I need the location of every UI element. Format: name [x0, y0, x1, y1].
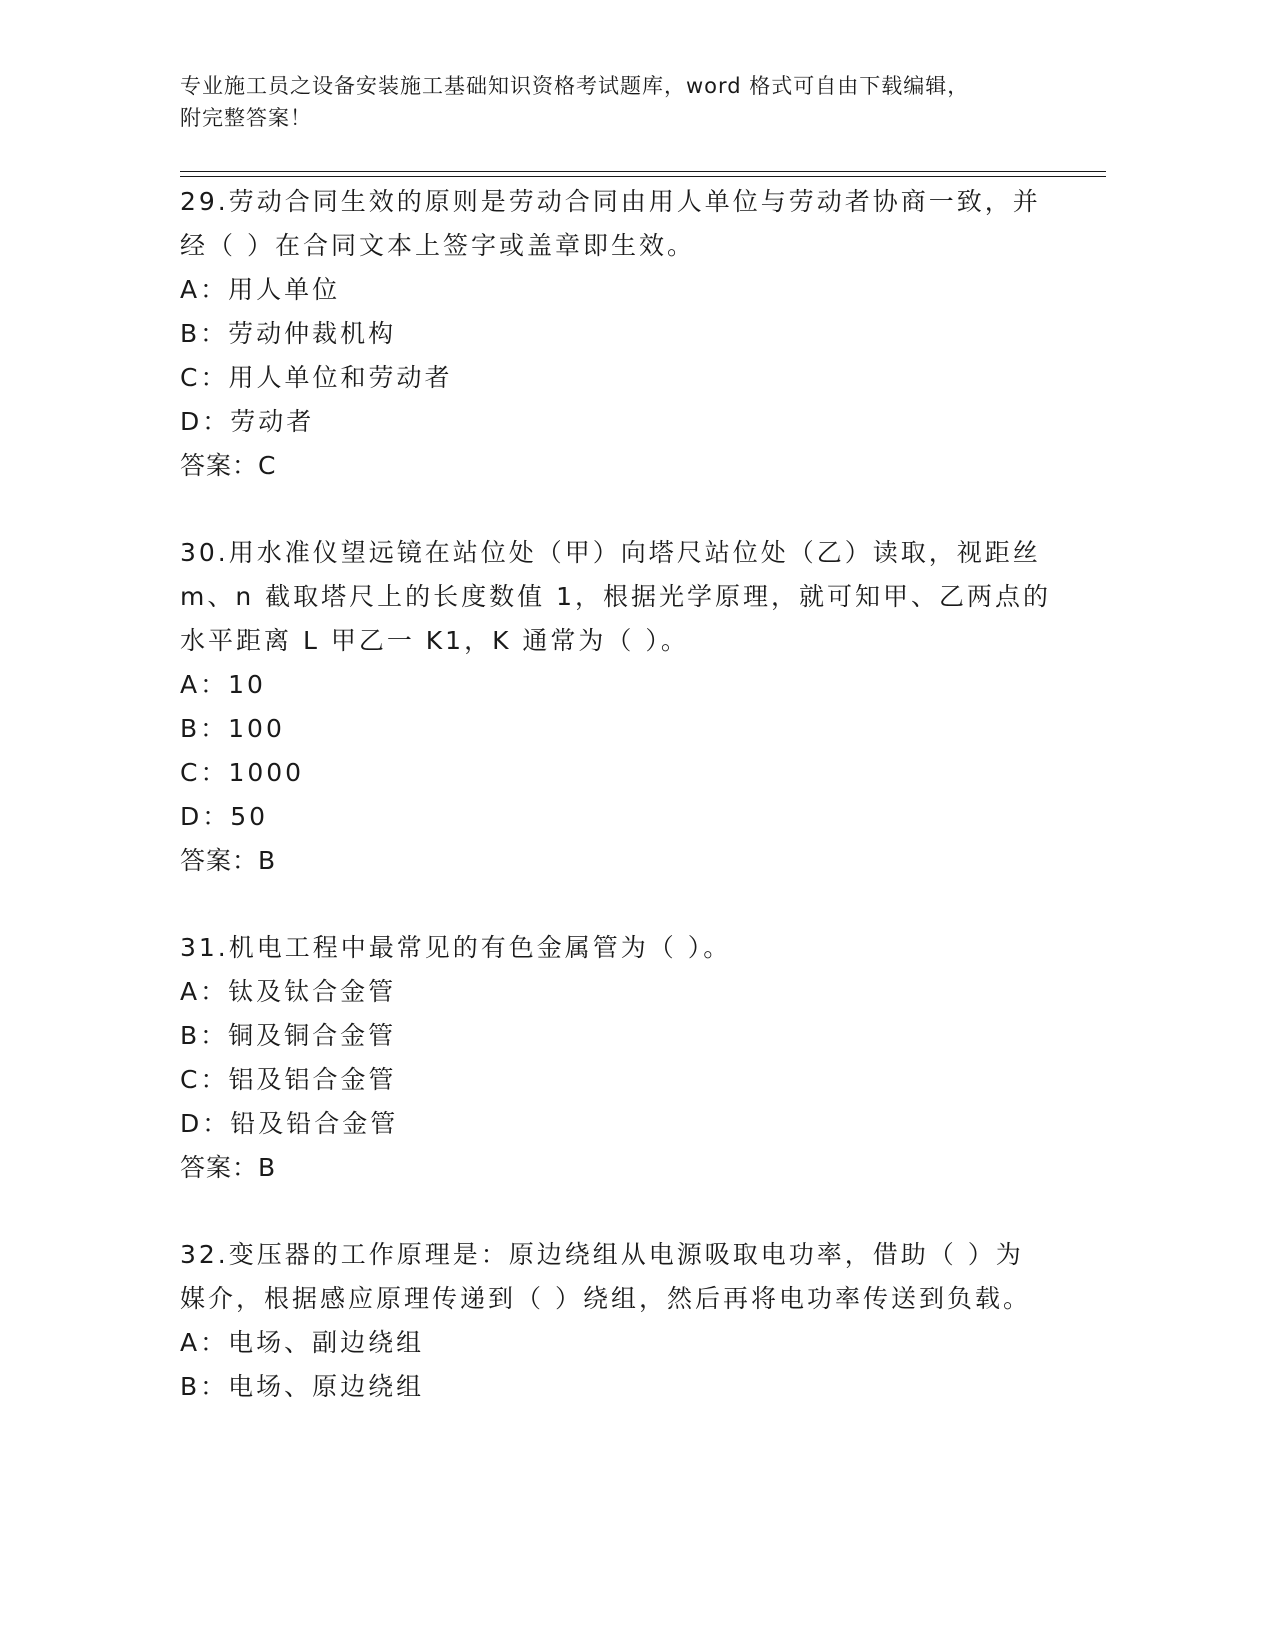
question-30: [180, 531, 1080, 883]
option-b: B：铜及铜合金管: [180, 1021, 397, 1050]
header-line-1: 专业施工员之设备安装施工基础知识资格考试题库，word 格式可自由下载编辑，: [180, 74, 970, 98]
option-d: D：劳动者: [180, 407, 315, 436]
question-list: [180, 180, 1080, 1409]
option-b: B：劳动仲裁机构: [180, 319, 397, 348]
question-spacer: [180, 883, 1080, 926]
option-b: B：100: [180, 714, 285, 743]
option-c: C：用人单位和劳动者: [180, 363, 453, 392]
question-text-line: 30.用水准仪望远镜在站位处（甲）向塔尺站位处（乙）读取，视距丝: [180, 538, 1041, 567]
header-divider-bottom: [180, 176, 1106, 177]
header-line-2: 附完整答案！: [180, 106, 312, 130]
option-d: D：铅及铅合金管: [180, 1109, 399, 1138]
question-spacer: [180, 1190, 1080, 1233]
header-divider-top: [180, 171, 1106, 172]
question-text-line: 经（ ）在合同文本上签字或盖章即生效。: [180, 231, 695, 260]
answer-line: 答案：B: [180, 1153, 277, 1182]
option-d: D：50: [180, 802, 269, 831]
question-text-line: 29.劳动合同生效的原则是劳动合同由用人单位与劳动者协商一致，并: [180, 187, 1041, 216]
option-c: C：铝及铝合金管: [180, 1065, 397, 1094]
document-header: [180, 70, 1060, 134]
option-a: A：用人单位: [180, 275, 341, 304]
option-a: A：钛及钛合金管: [180, 977, 397, 1006]
question-32: [180, 1233, 1080, 1409]
answer-line: 答案：C: [180, 451, 277, 480]
question-text-line: 32.变压器的工作原理是：原边绕组从电源吸取电功率，借助（ ）为: [180, 1240, 1024, 1269]
question-31: [180, 926, 1080, 1190]
option-c: C：1000: [180, 758, 305, 787]
question-text-line: m、n 截取塔尺上的长度数值 1，根据光学原理，就可知甲、乙两点的: [180, 582, 1051, 611]
question-29: [180, 180, 1080, 488]
option-a: A：10: [180, 670, 266, 699]
answer-line: 答案：B: [180, 846, 277, 875]
question-text-line: 31.机电工程中最常见的有色金属管为（ ）。: [180, 933, 732, 962]
question-spacer: [180, 488, 1080, 531]
option-b: B：电场、原边绕组: [180, 1372, 425, 1401]
question-text-line: 媒介，根据感应原理传递到（ ）绕组，然后再将电功率传送到负载。: [180, 1284, 1031, 1313]
option-a: A：电场、副边绕组: [180, 1328, 425, 1357]
question-text-line: 水平距离 L 甲乙一 K1，K 通常为（ ）。: [180, 626, 689, 655]
